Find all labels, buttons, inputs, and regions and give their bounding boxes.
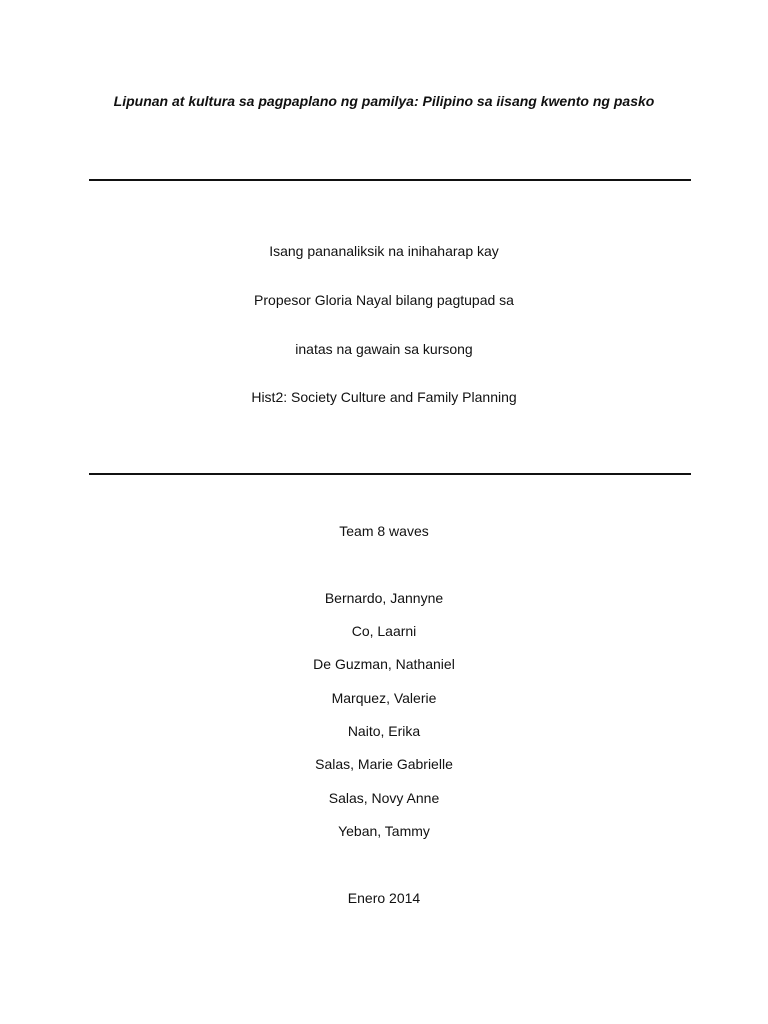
member-name: Co, Laarni — [351, 623, 417, 639]
document-title: Lipunan at kultura sa pagpaplano ng pamilya: Pilipino sa iisang kwento ng pasko — [113, 93, 655, 109]
document-date: Enero 2014 — [347, 890, 421, 906]
course-name: Hist2: Society Culture and Family Planning — [251, 389, 517, 405]
submission-line-1: Isang pananaliksik na inihaharap kay — [269, 243, 499, 259]
member-name: De Guzman, Nathaniel — [313, 656, 455, 672]
member-name: Yeban, Tammy — [338, 823, 430, 839]
member-name: Bernardo, Jannyne — [324, 590, 444, 606]
member-name: Marquez, Valerie — [331, 690, 437, 706]
team-name: Team 8 waves — [339, 523, 429, 539]
bottom-divider — [89, 473, 691, 475]
member-name: Naito, Erika — [347, 723, 421, 739]
top-divider — [89, 179, 691, 181]
submission-line-3: inatas na gawain sa kursong — [295, 341, 473, 357]
member-name: Salas, Marie Gabrielle — [315, 756, 453, 772]
submission-line-2: Propesor Gloria Nayal bilang pagtupad sa — [254, 292, 514, 308]
member-name: Salas, Novy Anne — [328, 790, 440, 806]
